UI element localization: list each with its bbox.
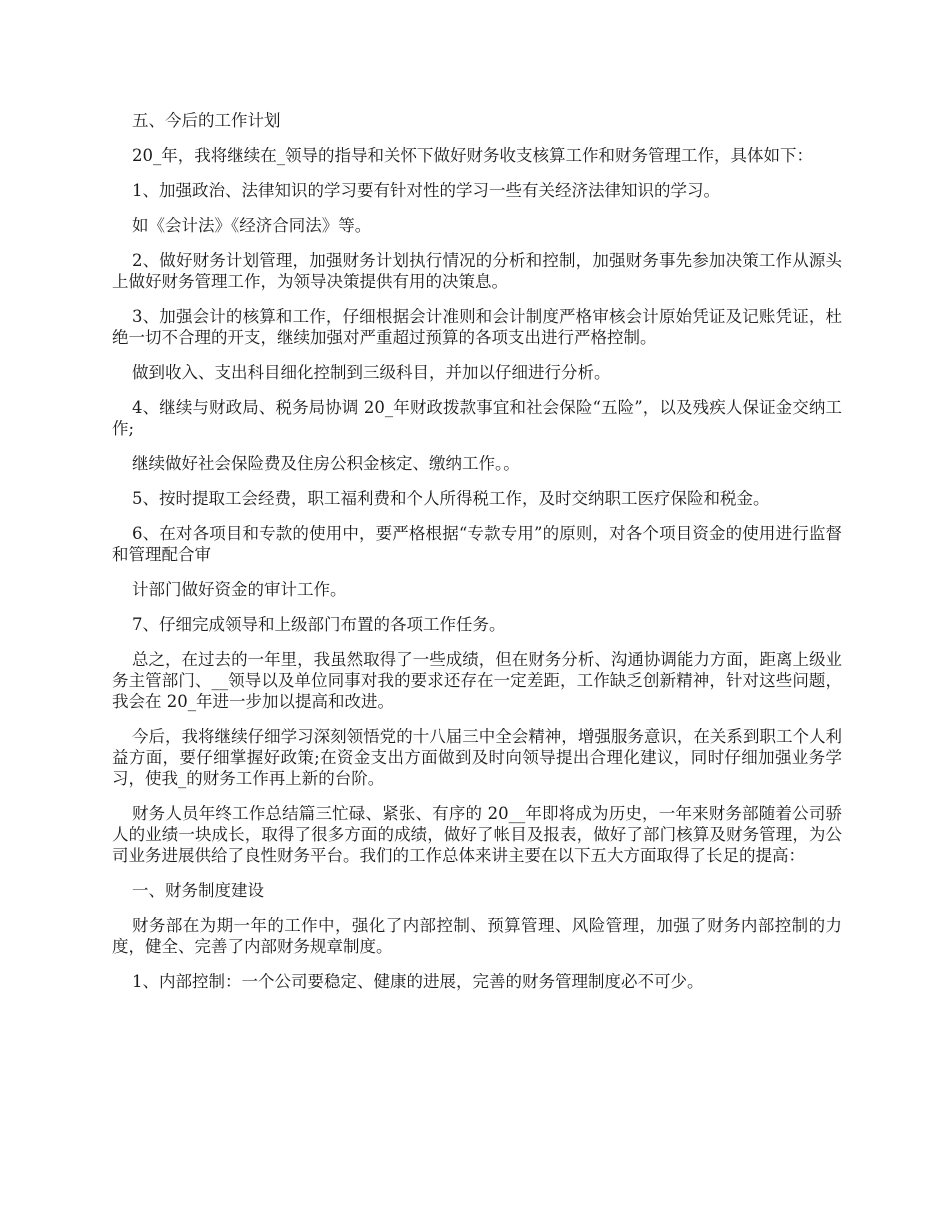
paragraph-part-three: 财务人员年终工作总结篇三忙碌、紧张、有序的 20__年即将成为历史，一年来财务部随着公司骄人的业绩一块成长，取得了很多方面的成绩，做好了帐目及报表，做好了部门核算及财务管理，为公司业务进展供给了良性财务平台。我们的工作总体来讲主要在以下五大方面取得了长足的提高：: [112, 804, 842, 865]
paragraph-summary: 总之，在过去的一年里，我虽然取得了一些成绩，但在财务分析、沟通协调能力方面，距离上级业务主管部门、__领导以及单位同事对我的要求还存在一定差距，工作缺乏创新精神，针对这些问题，我会在 20_年进一步加以提高和改进。: [112, 650, 842, 711]
paragraph-subject-control: 做到收入、支出科目细化控制到三级科目，并加以仔细进行分析。: [132, 363, 611, 382]
paragraph-financial-system: 财务部在为期一年的工作中，强化了内部控制、预算管理、风险管理，加强了财务内部控制的力度，健全、完善了内部财务规章制度。: [112, 916, 842, 956]
list-item-4: 4、继续与财政局、税务局协调 20_年财政拨款事宜和社会保险“五险”，以及残疾人保证金交纳工作;: [112, 398, 842, 438]
list-item-5: 5、按时提取工会经费，职工福利费和个人所得税工作，及时交纳职工医疗保险和税金。: [132, 489, 770, 508]
paragraph-future: 今后，我将继续仔细学习深刻领悟党的十八届三中全会精神，增强服务意识，在关系到职工个人利益方面，要仔细掌握好政策;在资金支出方面做到及时向领导提出合理化建议，同时仔细加强业务学习，使我_的财务工作再上新的台阶。: [112, 727, 842, 788]
list-item-6: 6、在对各项目和专款的使用中，要严格根据“专款专用”的原则，对各个项目资金的使用进行监督和管理配合审: [112, 524, 842, 564]
list-item-2: 2、做好财务计划管理，加强财务计划执行情况的分析和控制，加强财务事先参加决策工作从源头上做好财务管理工作，为领导决策提供有用的决策息。: [112, 251, 842, 291]
paragraph-plan-intro: 20_年，我将继续在_领导的指导和关怀下做好财务收支核算工作和财务管理工作，具体如下：: [132, 146, 813, 165]
heading-financial-system: 一、财务制度建设: [132, 881, 264, 900]
paragraph-social-insurance: 继续做好社会保险费及住房公积金核定、缴纳工作。。: [132, 454, 520, 473]
list-item-internal-control: 1、内部控制：一个公司要稳定、健康的进展，完善的财务管理制度必不可少。: [132, 972, 704, 991]
paragraph-law-examples: 如《会计法》《经济合同法》等。: [132, 216, 372, 235]
list-item-7: 7、仔细完成领导和上级部门布置的各项工作任务。: [132, 615, 506, 634]
paragraph-audit: 计部门做好资金的审计工作。: [132, 580, 347, 599]
list-item-3: 3、加强会计的核算和工作，仔细根据会计准则和会计制度严格审核会计原始凭证及记账凭证，杜绝一切不合理的开支，继续加强对严重超过预算的各项支出进行严格控制。: [112, 307, 842, 347]
document-page: [112, 110, 842, 1006]
list-item-1: 1、加强政治、法律知识的学习要有针对性的学习一些有关经济法律知识的学习。: [132, 181, 720, 200]
heading-work-plan: 五、今后的工作计划: [132, 111, 281, 130]
